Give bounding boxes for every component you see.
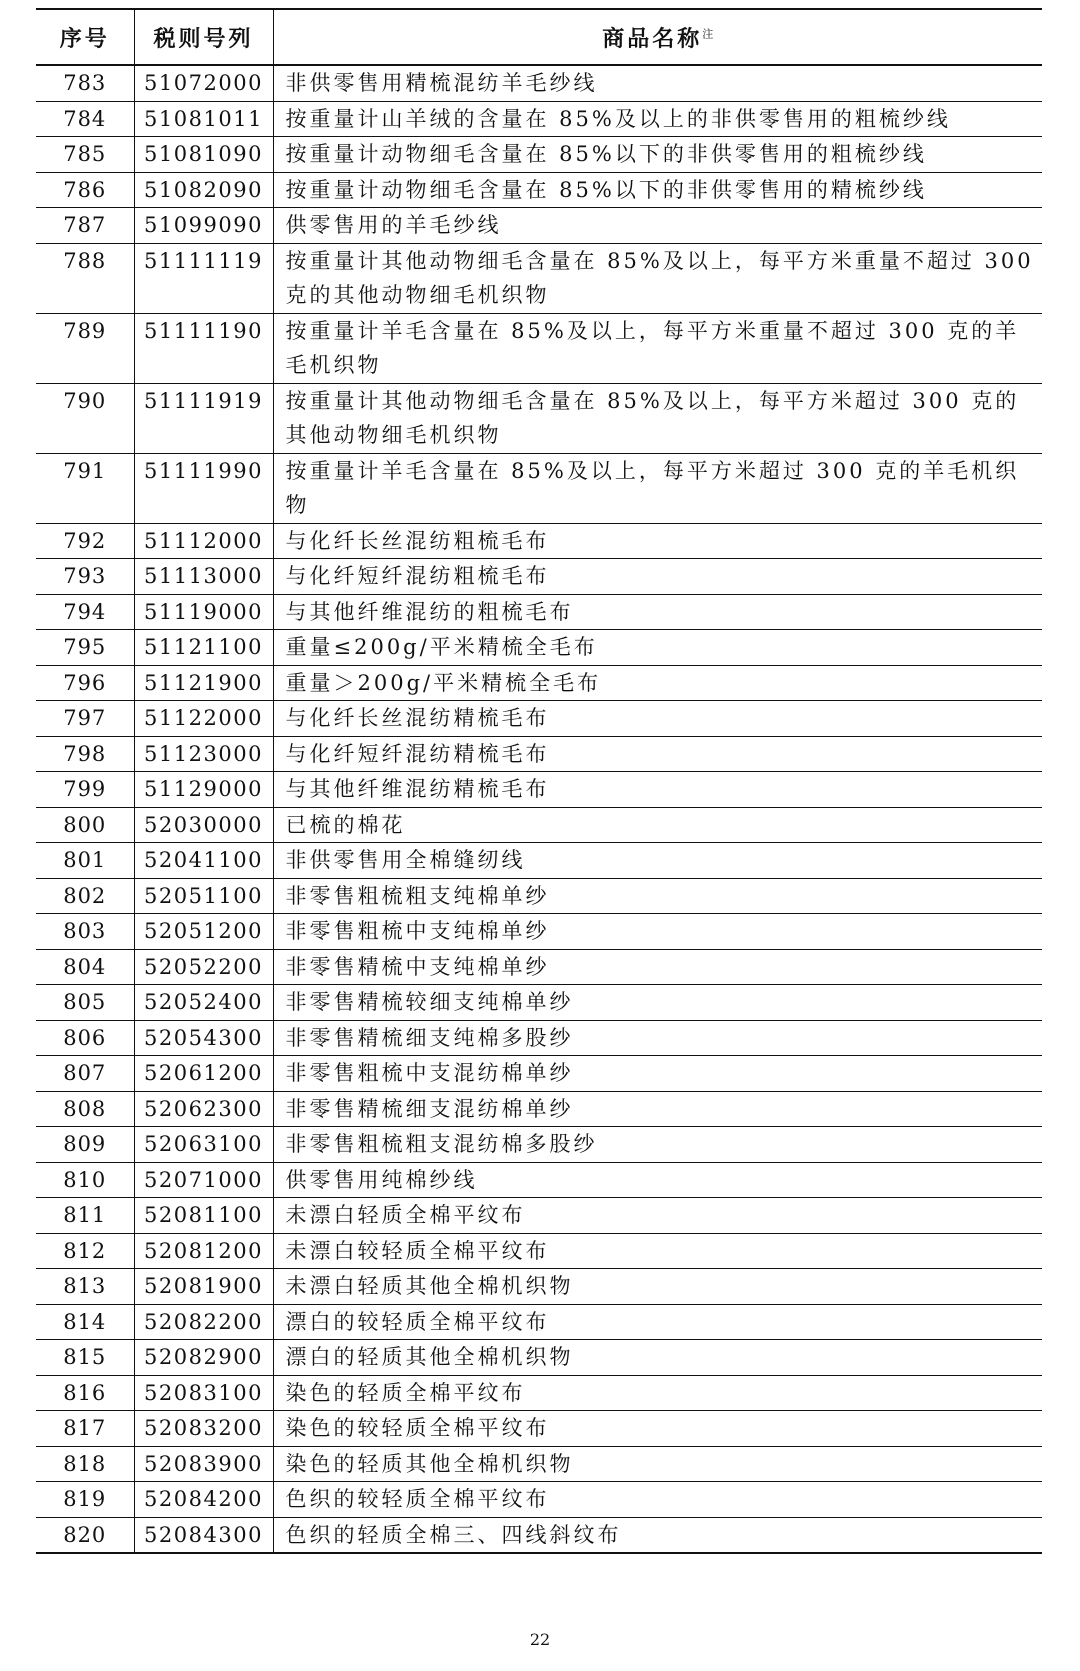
tariff-table [36, 8, 1042, 1554]
tariff-code-cell: 52081900 [134, 1269, 273, 1305]
seq-cell: 799 [36, 772, 134, 808]
product-name-cell: 非零售粗梳粗支纯棉单纱 [273, 878, 1042, 914]
table-row [36, 630, 1042, 666]
tariff-code-cell: 52061200 [134, 1056, 273, 1092]
product-name-cell: 未漂白轻质全棉平纹布 [273, 1198, 1042, 1234]
seq-cell: 795 [36, 630, 134, 666]
table-row [36, 559, 1042, 595]
product-name-cell: 非供零售用精梳混纺羊毛纱线 [273, 65, 1042, 101]
table-row [36, 1446, 1042, 1482]
seq-cell: 815 [36, 1340, 134, 1376]
seq-cell: 793 [36, 559, 134, 595]
seq-cell: 785 [36, 137, 134, 173]
tariff-code-cell: 52052200 [134, 949, 273, 985]
seq-cell: 819 [36, 1482, 134, 1518]
tariff-code-cell: 52071000 [134, 1162, 273, 1198]
product-name-cell: 按重量计其他动物细毛含量在 85%及以上，每平方米超过 300 克的其他动物细毛机织物 [273, 383, 1042, 453]
product-name-cell: 供零售用纯棉纱线 [273, 1162, 1042, 1198]
tariff-code-cell: 51082090 [134, 172, 273, 208]
table-row [36, 1056, 1042, 1092]
product-name-cell: 色织的轻质全棉三、四线斜纹布 [273, 1517, 1042, 1553]
table-row [36, 1482, 1042, 1518]
tariff-code-cell: 52030000 [134, 807, 273, 843]
tariff-code-cell: 52054300 [134, 1020, 273, 1056]
table-row [36, 594, 1042, 630]
table-row [36, 878, 1042, 914]
seq-cell: 784 [36, 101, 134, 137]
seq-cell: 808 [36, 1091, 134, 1127]
seq-cell: 812 [36, 1233, 134, 1269]
seq-cell: 791 [36, 453, 134, 523]
seq-cell: 807 [36, 1056, 134, 1092]
seq-cell: 813 [36, 1269, 134, 1305]
tariff-code-cell: 52051100 [134, 878, 273, 914]
tariff-code-cell: 52082200 [134, 1304, 273, 1340]
tariff-code-cell: 52083900 [134, 1446, 273, 1482]
seq-cell: 786 [36, 172, 134, 208]
seq-cell: 788 [36, 243, 134, 313]
tariff-code-cell: 51121100 [134, 630, 273, 666]
table-row [36, 383, 1042, 453]
seq-cell: 818 [36, 1446, 134, 1482]
table-row [36, 453, 1042, 523]
tariff-code-cell: 52084300 [134, 1517, 273, 1553]
product-name-cell: 按重量计羊毛含量在 85%及以上，每平方米超过 300 克的羊毛机织物 [273, 453, 1042, 523]
product-name-cell: 染色的较轻质全棉平纹布 [273, 1411, 1042, 1447]
seq-cell: 797 [36, 701, 134, 737]
seq-cell: 802 [36, 878, 134, 914]
header-name [273, 9, 1042, 65]
tariff-code-cell: 51113000 [134, 559, 273, 595]
product-name-cell: 漂白的较轻质全棉平纹布 [273, 1304, 1042, 1340]
product-name-cell: 非零售精梳中支纯棉单纱 [273, 949, 1042, 985]
tariff-code-cell: 52083200 [134, 1411, 273, 1447]
seq-cell: 809 [36, 1127, 134, 1163]
product-name-cell: 已梳的棉花 [273, 807, 1042, 843]
seq-cell: 783 [63, 71, 107, 95]
table-row [36, 1198, 1042, 1234]
seq-cell: 811 [36, 1198, 134, 1234]
product-name-cell: 重量≤200g/平米精梳全毛布 [273, 630, 1042, 666]
product-name-cell: 非零售精梳较细支纯棉单纱 [273, 985, 1042, 1021]
product-name-cell: 染色的轻质其他全棉机织物 [273, 1446, 1042, 1482]
table-row [36, 914, 1042, 950]
table-row [36, 949, 1042, 985]
seq-cell: 792 [36, 523, 134, 559]
tariff-code-cell: 51112000 [134, 523, 273, 559]
table-row [36, 985, 1042, 1021]
tariff-code-cell: 51129000 [134, 772, 273, 808]
tariff-code-cell: 52062300 [134, 1091, 273, 1127]
table-row [36, 807, 1042, 843]
seq-cell: 803 [36, 914, 134, 950]
seq-cell: 800 [36, 807, 134, 843]
tariff-code-cell: 51099090 [134, 208, 273, 244]
product-name-cell: 与化纤长丝混纺粗梳毛布 [273, 523, 1042, 559]
seq-cell: 805 [36, 985, 134, 1021]
product-name-cell: 重量＞200g/平米精梳全毛布 [273, 665, 1042, 701]
table-body [36, 65, 1042, 1553]
product-name-cell: 非供零售用全棉缝纫线 [273, 843, 1042, 879]
header-code-label: 税则号列 [153, 26, 254, 52]
tariff-code-cell: 51111919 [134, 383, 273, 453]
page-number: 22 [529, 1630, 551, 1649]
tariff-code-cell: 51119000 [134, 594, 273, 630]
seq-cell: 806 [36, 1020, 134, 1056]
table-row [36, 701, 1042, 737]
tariff-code-cell: 51111119 [134, 243, 273, 313]
product-name-cell: 与化纤短纤混纺粗梳毛布 [273, 559, 1042, 595]
seq-cell: 789 [36, 313, 134, 383]
table-row [36, 313, 1042, 383]
product-name-cell: 染色的轻质全棉平纹布 [273, 1375, 1042, 1411]
product-name-cell: 未漂白较轻质全棉平纹布 [273, 1233, 1042, 1269]
table-row [36, 1127, 1042, 1163]
product-name-cell: 与其他纤维混纺的粗梳毛布 [273, 594, 1042, 630]
table-row [36, 137, 1042, 173]
table-row [36, 1517, 1042, 1553]
header-seq [36, 9, 134, 65]
table-row [36, 1269, 1042, 1305]
table-row [36, 1091, 1042, 1127]
tariff-code-cell: 51123000 [134, 736, 273, 772]
tariff-code-cell: 52051200 [134, 914, 273, 950]
product-name-cell: 与化纤短纤混纺精梳毛布 [273, 736, 1042, 772]
tariff-code-cell: 52041100 [134, 843, 273, 879]
tariff-code-cell: 51121900 [134, 665, 273, 701]
tariff-code-cell: 51111190 [134, 313, 273, 383]
product-name-cell: 按重量计其他动物细毛含量在 85%及以上，每平方米重量不超过 300 克的其他动物细毛机织物 [273, 243, 1042, 313]
tariff-code-cell: 52081200 [134, 1233, 273, 1269]
product-name-cell: 按重量计山羊绒的含量在 85%及以上的非供零售用的粗梳纱线 [273, 101, 1042, 137]
table-header-row [36, 9, 1042, 65]
header-name-footnote-mark: 注 [702, 27, 714, 41]
tariff-code-cell: 52052400 [134, 985, 273, 1021]
product-name-cell: 按重量计动物细毛含量在 85%以下的非供零售用的粗梳纱线 [273, 137, 1042, 173]
product-name-cell: 色织的较轻质全棉平纹布 [273, 1482, 1042, 1518]
tariff-code-cell: 51072000 [134, 65, 273, 101]
seq-cell: 810 [36, 1162, 134, 1198]
table-row [36, 665, 1042, 701]
seq-cell: 820 [36, 1517, 134, 1553]
table-row [36, 243, 1042, 313]
table-row [36, 172, 1042, 208]
seq-cell: 814 [36, 1304, 134, 1340]
header-name-label: 商品名称 [602, 26, 703, 52]
seq-cell: 794 [36, 594, 134, 630]
table-row [36, 1340, 1042, 1376]
header-code [134, 9, 273, 65]
product-name-cell: 非零售粗梳中支纯棉单纱 [273, 914, 1042, 950]
product-name-cell: 漂白的轻质其他全棉机织物 [273, 1340, 1042, 1376]
tariff-code-cell: 51122000 [134, 701, 273, 737]
table-row [36, 772, 1042, 808]
table-row [36, 1162, 1042, 1198]
seq-cell: 804 [36, 949, 134, 985]
header-seq-label: 序号 [59, 26, 110, 52]
seq-cell: 817 [36, 1411, 134, 1447]
table-header [36, 9, 1042, 65]
product-name-cell: 非零售粗梳粗支混纺棉多股纱 [273, 1127, 1042, 1163]
tariff-code-cell: 51111990 [134, 453, 273, 523]
seq-cell: 787 [36, 208, 134, 244]
table-row [36, 1020, 1042, 1056]
seq-cell: 796 [36, 665, 134, 701]
table-row [36, 101, 1042, 137]
tariff-code-cell: 52082900 [134, 1340, 273, 1376]
product-name-cell: 与化纤长丝混纺精梳毛布 [273, 701, 1042, 737]
tariff-code-cell: 52063100 [134, 1127, 273, 1163]
product-name-cell: 未漂白轻质其他全棉机织物 [273, 1269, 1042, 1305]
table-row [36, 523, 1042, 559]
seq-cell: 790 [36, 383, 134, 453]
tariff-code-cell: 52084200 [134, 1482, 273, 1518]
product-name-cell: 与其他纤维混纺精梳毛布 [273, 772, 1042, 808]
product-name-cell: 按重量计羊毛含量在 85%及以上，每平方米重量不超过 300 克的羊毛机织物 [273, 313, 1042, 383]
table-row [36, 208, 1042, 244]
seq-cell: 798 [36, 736, 134, 772]
table-row [36, 1375, 1042, 1411]
table-row [36, 65, 1042, 101]
table-row [36, 1233, 1042, 1269]
table-row [36, 736, 1042, 772]
tariff-code-cell: 51081090 [134, 137, 273, 173]
seq-cell: 816 [36, 1375, 134, 1411]
product-name-cell: 非零售精梳细支纯棉多股纱 [273, 1020, 1042, 1056]
tariff-code-cell: 51081011 [134, 101, 273, 137]
product-name-cell: 供零售用的羊毛纱线 [273, 208, 1042, 244]
table-row [36, 843, 1042, 879]
table-row [36, 1304, 1042, 1340]
product-name-cell: 非零售粗梳中支混纺棉单纱 [273, 1056, 1042, 1092]
tariff-code-cell: 52083100 [134, 1375, 273, 1411]
tariff-code-cell: 52081100 [134, 1198, 273, 1234]
product-name-cell: 非零售精梳细支混纺棉单纱 [273, 1091, 1042, 1127]
table-row [36, 1411, 1042, 1447]
seq-cell: 801 [36, 843, 134, 879]
product-name-cell: 按重量计动物细毛含量在 85%以下的非供零售用的精梳纱线 [273, 172, 1042, 208]
